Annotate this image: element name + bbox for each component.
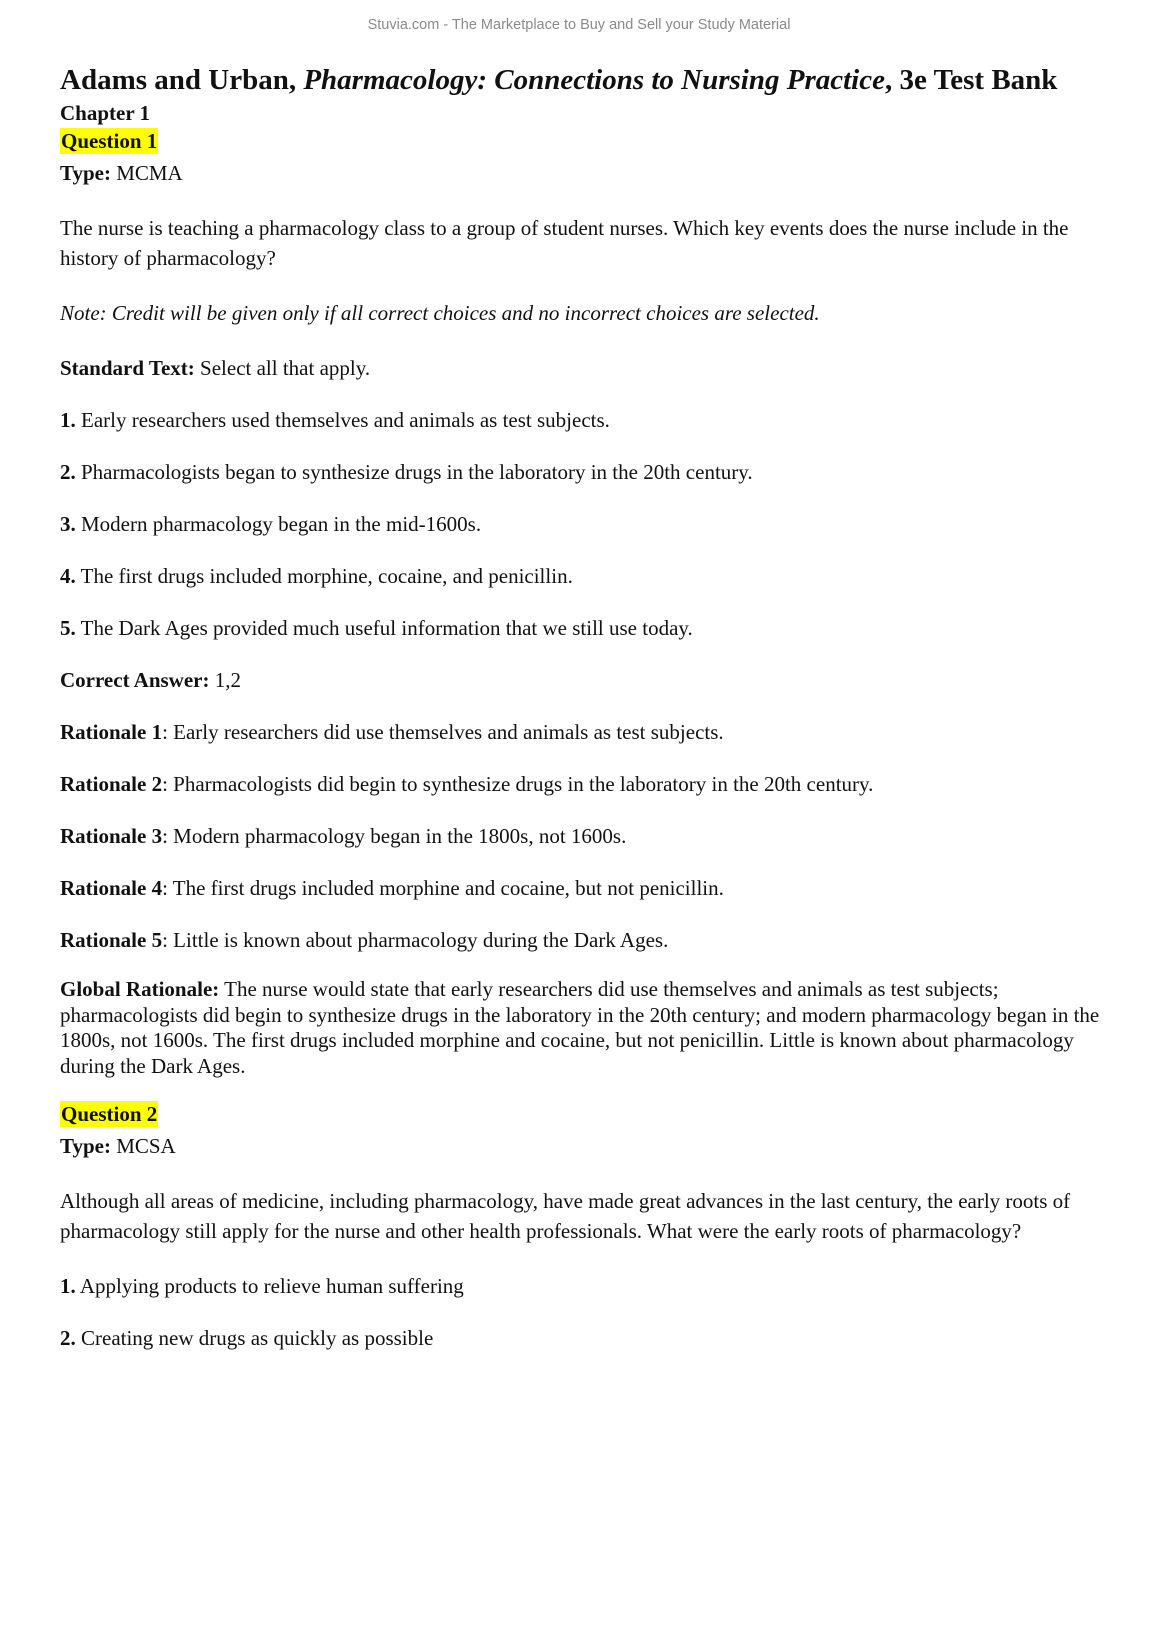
title-book: Pharmacology: Connections to Nursing Practice <box>303 64 885 96</box>
type-value: MCSA <box>116 1134 176 1158</box>
option-number: 5. <box>60 616 76 640</box>
global-rationale-label: Global Rationale: <box>60 977 220 1001</box>
option-number: 2. <box>60 460 76 484</box>
option-text: The first drugs included morphine, cocaine, and penicillin. <box>80 564 573 588</box>
option <box>60 561 1130 591</box>
document-title <box>60 62 1130 98</box>
title-suffix: , 3e Test Bank <box>884 64 1058 96</box>
document-page <box>60 62 1130 1353</box>
option <box>60 509 1130 539</box>
option-number: 3. <box>60 512 76 536</box>
option-text: Creating new drugs as quickly as possible <box>81 1326 434 1350</box>
global-rationale <box>60 977 1130 1079</box>
standard-text-value: Select all that apply. <box>200 356 371 380</box>
watermark: Stuvia.com - The Marketplace to Buy and Sell your Study Material <box>367 17 791 33</box>
rationale-label: Rationale 4 <box>60 876 163 900</box>
option <box>60 613 1130 643</box>
rationale-text: : Early researchers did use themselves and animals as test subjects. <box>162 720 724 744</box>
option-number: 2. <box>60 1326 76 1350</box>
option-text: Modern pharmacology began in the mid-1600s. <box>81 512 482 536</box>
option <box>60 457 1130 487</box>
type-label: Type: <box>60 1134 111 1158</box>
option-text: Applying products to relieve human suffering <box>79 1274 464 1298</box>
option-text: Early researchers used themselves and animals as test subjects. <box>81 408 610 432</box>
option-text: The Dark Ages provided much useful information that we still use today. <box>80 616 693 640</box>
question-2-stem: Although all areas of medicine, including pharmacology, have made great advances in the last century, the early roots of pharmacology still apply for the nurse and other health professionals. What were the early roots of pharmacology? <box>60 1189 1071 1243</box>
correct-answer <box>60 665 1130 695</box>
global-rationale-text: The nurse would state that early researchers did use themselves and animals as test subjects; pharmacologists did begin to synthesize drugs in the laboratory in the 20th century; and modern pharmacology began in the 1800s, not 1600s. The first drugs included morphine and cocaine, but not penicillin. Little is known about pharmacology during the Dark Ages. <box>60 977 1100 1078</box>
option-number: 1. <box>60 408 76 432</box>
type-value: MCMA <box>116 161 183 185</box>
rationale-label: Rationale 5 <box>60 928 163 952</box>
standard-text <box>60 353 1130 383</box>
correct-answer-value: 1,2 <box>214 668 241 692</box>
type-label: Type: <box>60 161 111 185</box>
option-number: 1. <box>60 1274 76 1298</box>
rationale <box>60 925 1130 955</box>
question-1-note: Note: Credit will be given only if all correct choices and no incorrect choices are selected. <box>60 301 820 325</box>
standard-text-label: Standard Text: <box>60 356 195 380</box>
title-authors: Adams and Urban, <box>60 64 297 96</box>
chapter-heading: Chapter 1 <box>60 101 151 125</box>
correct-answer-label: Correct Answer: <box>60 668 210 692</box>
question-1-type <box>60 159 1130 188</box>
question-2-type <box>60 1132 1130 1161</box>
option <box>60 1323 1130 1353</box>
rationale <box>60 717 1130 747</box>
rationale-text: : Modern pharmacology began in the 1800s, not 1600s. <box>162 824 627 848</box>
rationale-text: : Little is known about pharmacology during the Dark Ages. <box>162 928 669 952</box>
rationale <box>60 821 1130 851</box>
question-2-label: Question 2 <box>61 1102 158 1126</box>
question-1-label: Question 1 <box>61 129 158 153</box>
rationale-label: Rationale 3 <box>60 824 163 848</box>
option-text: Pharmacologists began to synthesize drugs in the laboratory in the 20th century. <box>81 460 753 484</box>
rationale-text: : Pharmacologists did begin to synthesize drugs in the laboratory in the 20th century. <box>162 772 874 796</box>
option-number: 4. <box>60 564 76 588</box>
rationale-label: Rationale 1 <box>60 720 163 744</box>
question-1-stem: The nurse is teaching a pharmacology class to a group of student nurses. Which key events does the nurse include in the history of pharmacology? <box>60 216 1069 270</box>
rationale <box>60 873 1130 903</box>
rationale-text: : The first drugs included morphine and cocaine, but not penicillin. <box>162 876 724 900</box>
option <box>60 1271 1130 1301</box>
rationale-label: Rationale 2 <box>60 772 163 796</box>
option <box>60 405 1130 435</box>
rationale <box>60 769 1130 799</box>
